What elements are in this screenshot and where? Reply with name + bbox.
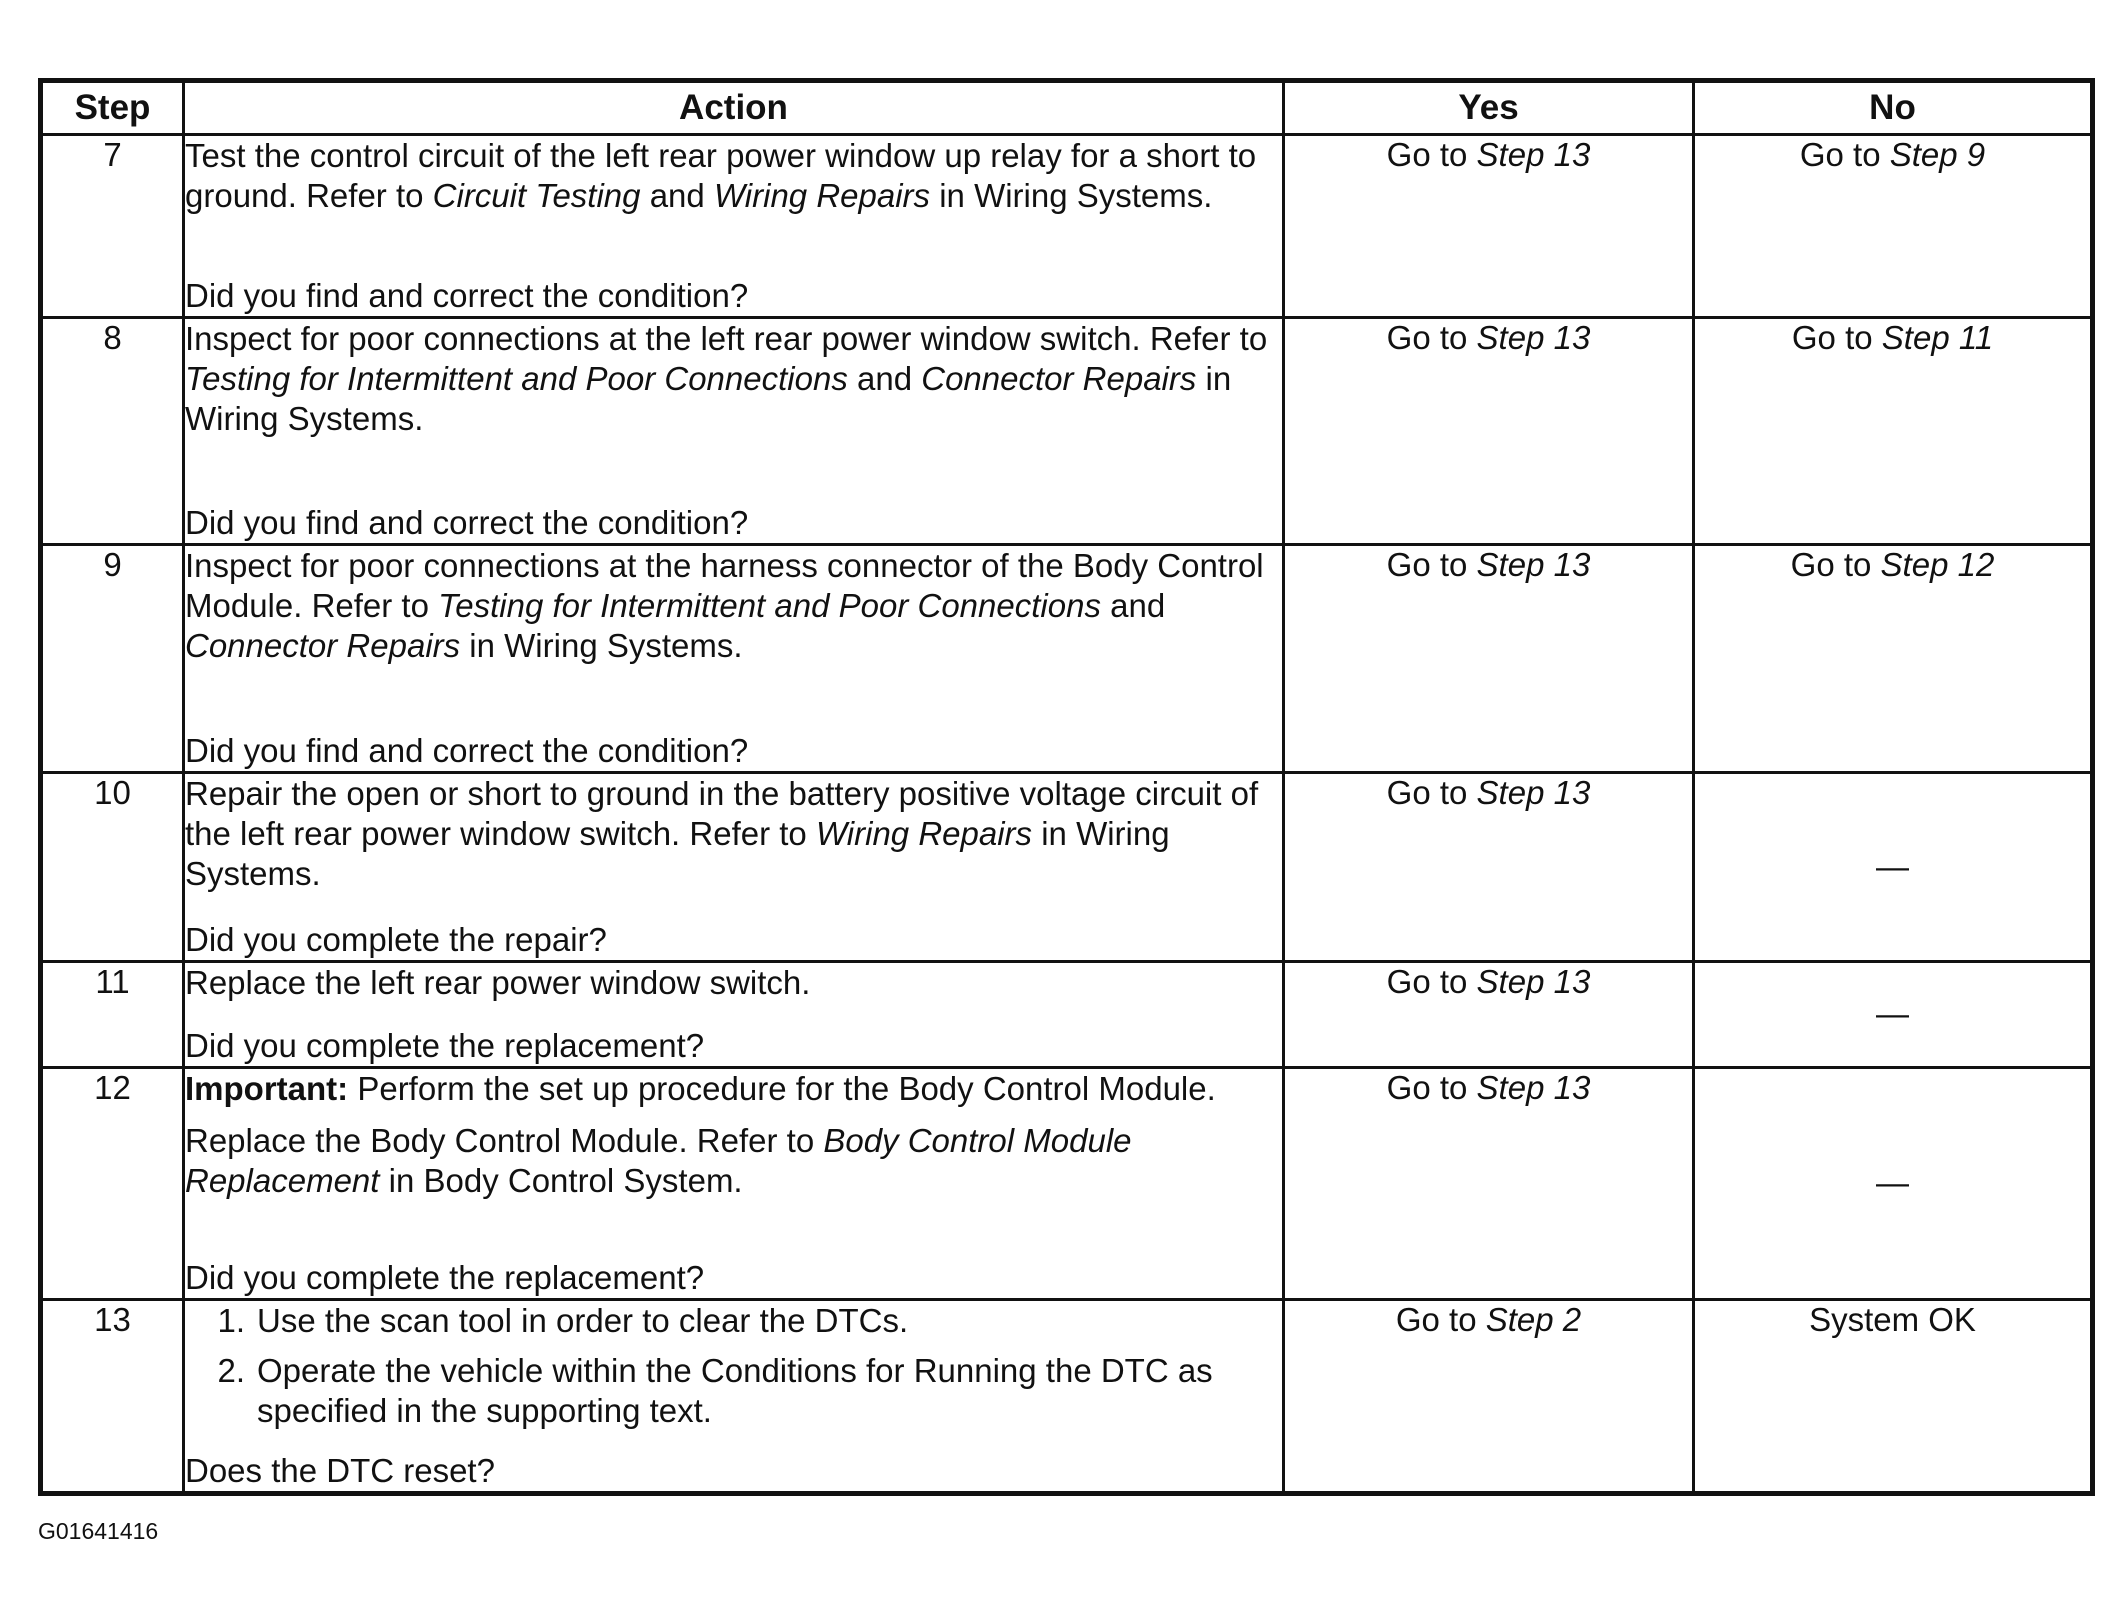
action-text: Test the control circuit of the left rear power window up relay for a short to ground. Refer to Circuit Testing and Wiring Repairs in Wiring Systems. (185, 137, 1257, 214)
step-number: 7 (41, 135, 184, 318)
step-number: 10 (41, 773, 184, 961)
yes-cell: Go to Step 13 (1284, 135, 1694, 318)
action-question: Did you find and correct the condition? (185, 277, 749, 315)
no-cell: Go to Step 9 (1694, 135, 2093, 318)
header-step: Step (41, 81, 184, 135)
table-row-step-12 (41, 1067, 2093, 1299)
action-question: Does the DTC reset? (185, 1452, 495, 1489)
yes-cell: Go to Step 13 (1284, 1067, 1694, 1299)
table-row-step-9 (41, 545, 2093, 773)
table-row-step-11 (41, 961, 2093, 1067)
yes-cell: Go to Step 13 (1284, 773, 1694, 961)
reference-link: Testing for Intermittent and Poor Connections (185, 360, 848, 398)
important-note: Important: Perform the set up procedure for the Body Control Module. (185, 1069, 1216, 1107)
table-row-step-7 (41, 135, 2093, 318)
action-question: Did you find and correct the condition? (185, 732, 749, 770)
reference-link: Testing for Intermittent and Poor Connections (438, 587, 1101, 625)
reference-link: Connector Repairs (185, 627, 461, 665)
action-text: Replace the Body Control Module. Refer to Body Control Module Replacement in Body Control System. (185, 1121, 1132, 1199)
action-cell (184, 545, 1284, 773)
action-cell (184, 318, 1284, 545)
list-item: 1. Use the scan tool in order to clear the DTCs. (217, 1301, 909, 1339)
no-cell: — (1694, 1067, 2093, 1299)
action-text: Inspect for poor connections at the left rear power window switch. Refer to Testing for Intermittent and Poor Connections and Connector Repairs in Wiring Systems. (185, 320, 1268, 438)
step-number: 11 (41, 961, 184, 1067)
action-cell (184, 961, 1284, 1067)
table-row-step-13 (41, 1299, 2093, 1493)
header-row (41, 81, 2093, 135)
no-cell: Go to Step 11 (1694, 318, 2093, 545)
step-number: 8 (41, 318, 184, 545)
list-item: 2. Operate the vehicle within the Conditions for Running the DTC as specified in the supporting text. (217, 1351, 1213, 1429)
diagnostic-table (38, 78, 2095, 1496)
action-cell (184, 1067, 1284, 1299)
header-action: Action (184, 81, 1284, 135)
yes-cell: Go to Step 13 (1284, 318, 1694, 545)
header-no: No (1694, 81, 2093, 135)
action-text: Repair the open or short to ground in the battery positive voltage circuit of the left rear power window switch. Refer to Wiring Repairs in Wiring Systems. (185, 775, 1259, 893)
header-yes: Yes (1284, 81, 1694, 135)
no-cell: System OK (1694, 1299, 2093, 1493)
reference-link: Wiring Repairs (713, 177, 931, 214)
figure-id: G01641416 (38, 1518, 159, 1544)
step-number: 13 (41, 1299, 184, 1493)
action-question: Did you complete the replacement? (185, 1026, 705, 1064)
reference-link: Circuit Testing (432, 177, 641, 214)
action-text: Replace the left rear power window switch. (185, 963, 811, 1001)
table-row-step-10 (41, 773, 2093, 961)
table-row-step-8 (41, 318, 2093, 545)
reference-link: Wiring Repairs (815, 815, 1033, 853)
action-text: Inspect for poor connections at the harness connector of the Body Control Module. Refer to Testing for Intermittent and Poor Connections and Connector Repairs in Wiring Systems. (185, 547, 1264, 665)
action-cell (184, 135, 1284, 318)
no-cell: — (1694, 773, 2093, 961)
action-question: Did you find and correct the condition? (185, 504, 749, 542)
no-cell: — (1694, 961, 2093, 1067)
no-cell: Go to Step 12 (1694, 545, 2093, 773)
step-number: 12 (41, 1067, 184, 1299)
action-question: Did you complete the replacement? (185, 1258, 705, 1296)
action-question: Did you complete the repair? (185, 920, 607, 958)
yes-cell: Go to Step 2 (1284, 1299, 1694, 1493)
reference-link: Connector Repairs (921, 360, 1197, 398)
procedure-list (185, 1301, 1282, 1441)
action-cell (184, 773, 1284, 961)
yes-cell: Go to Step 13 (1284, 545, 1694, 773)
yes-cell: Go to Step 13 (1284, 961, 1694, 1067)
action-cell (184, 1299, 1284, 1493)
step-number: 9 (41, 545, 184, 773)
reference-link: Body Control Module Replacement (185, 1121, 1132, 1199)
